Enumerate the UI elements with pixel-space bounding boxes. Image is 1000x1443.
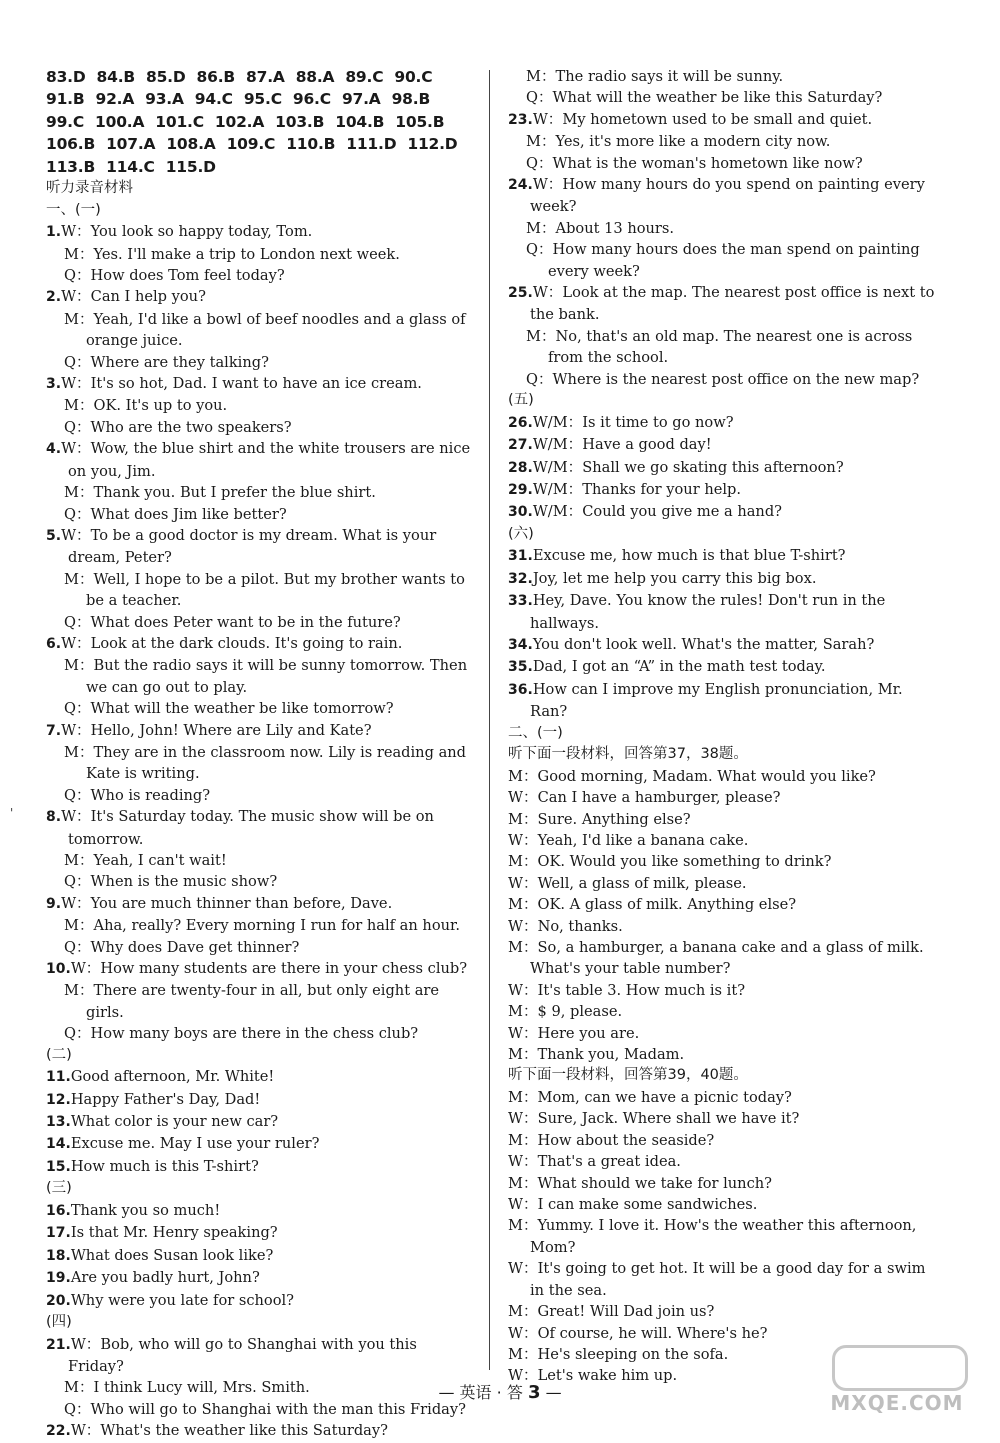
section-heading: 听下面一段材料，回答第37，38题。 [508, 746, 748, 763]
item-text: W/M：Shall we go skating this afternoon? [532, 458, 844, 476]
item-number: 17. [46, 1225, 71, 1242]
answer-item: 87.A [246, 68, 285, 86]
section-heading: 一、(一) [46, 201, 101, 218]
answer-item: 97.A [341, 90, 381, 109]
section-heading: 听力录音材料 [46, 180, 133, 197]
item-number: 30. [508, 504, 533, 521]
item-text: How can I improve my English pronunciation, Mr. Ran? [530, 680, 903, 721]
dialogue-line: Q：Where is the nearest post office on the new map? [526, 370, 920, 388]
column-divider [489, 70, 490, 1370]
dialogue-line: M：Thank you, Madam. [508, 1046, 685, 1064]
answer-item: 110.B [286, 135, 336, 154]
item-number: 31. [508, 548, 533, 565]
answer-item: 84.B [96, 68, 136, 86]
item-number: 33. [508, 593, 533, 610]
dialogue-line: W：Well, a glass of milk, please. [508, 874, 747, 892]
dialogue-line: Q：What does Peter want to be in the future? [64, 613, 401, 631]
transcript-item [46, 1089, 474, 1111]
dialogue-line: W：That's a great idea. [508, 1153, 681, 1171]
dialogue-line: M：What should we take for lunch? [508, 1174, 772, 1192]
answer-row [46, 111, 474, 133]
transcript-item [46, 1290, 474, 1312]
dialogue-line: Q：What will the weather be like this Saturday? [526, 89, 883, 107]
item-number: 16. [46, 1202, 71, 1219]
dialogue-line: M：Thank you. But I prefer the blue shirt. [64, 484, 376, 502]
item-text: W：You are much thinner than before, Dave. [61, 894, 393, 912]
transcript-item [508, 545, 936, 567]
transcript-item [46, 438, 474, 482]
dialogue-line: W：Sure, Jack. Where shall we have it? [508, 1110, 800, 1128]
transcript-item [508, 479, 936, 501]
item-number: 20. [46, 1292, 71, 1309]
section-heading: (三) [46, 1180, 72, 1197]
answer-item: 113.B [46, 157, 96, 176]
answer-item: 93.A [145, 90, 184, 109]
answer-item: 101.C [155, 112, 204, 131]
item-number: 24. [508, 177, 533, 194]
dialogue-line: M：Sure. Anything else? [508, 810, 691, 828]
answer-item: 108.A [166, 135, 216, 154]
item-number: 34. [508, 636, 533, 653]
item-text: W：What's the weather like this Saturday? [70, 1422, 388, 1440]
transcript-item [508, 412, 936, 434]
dialogue-line: W：Can I have a hamburger, please? [508, 789, 781, 807]
answer-row [46, 156, 474, 178]
item-text: W：It's so hot, Dad. I want to have an ice cream. [61, 375, 422, 393]
item-text: Joy, let me help you carry this big box. [532, 569, 817, 587]
item-number: 14. [46, 1136, 71, 1153]
dialogue-line: M：The radio says it will be sunny. [526, 68, 784, 85]
footer-dash-left: — [438, 1383, 455, 1402]
dialogue-line: M：Yummy. I love it. How's the weather this afternoon, Mom? [508, 1217, 917, 1256]
transcript-item [508, 679, 936, 723]
watermark-logo [812, 1345, 982, 1415]
dialogue-line: M：There are twenty-four in all, but only eight are girls. [64, 982, 440, 1021]
section-heading: (四) [46, 1313, 72, 1330]
item-number: 4. [46, 441, 62, 458]
dialogue-line: M：Well, I hope to be a pilot. But my brother wants to be a teacher. [64, 570, 465, 610]
item-text: Are you badly hurt, John? [70, 1269, 260, 1287]
page-number: 3 [527, 1382, 541, 1403]
item-text: W/M：Is it time to go now? [532, 413, 734, 431]
answer-item: 100.A [95, 112, 145, 131]
answer-item: 103.B [275, 112, 325, 131]
left-transcript [46, 178, 474, 1443]
transcript-item [46, 373, 474, 395]
transcript-item [46, 1222, 474, 1244]
dialogue-line: M：Great! Will Dad join us? [508, 1303, 715, 1321]
dialogue-line: Q：How many boys are there in the chess club? [64, 1025, 419, 1043]
transcript-item [46, 1111, 474, 1133]
transcript-item [508, 590, 936, 634]
item-number: 13. [46, 1114, 71, 1131]
item-text: W/M：Have a good day! [532, 436, 712, 454]
transcript-item [508, 501, 936, 523]
footer-subject: 英语 [459, 1383, 492, 1402]
dialogue-line: M：OK. Would you like something to drink? [508, 853, 832, 871]
section-heading: (二) [46, 1046, 72, 1063]
dialogue-line: M：No, that's an old map. The nearest one is across from the school. [526, 327, 913, 367]
transcript-item [46, 1245, 474, 1267]
item-number: 19. [46, 1270, 71, 1287]
transcript-item [46, 1267, 474, 1289]
dialogue-line: M：They are in the classroom now. Lily is reading and Kate is writing. [64, 743, 467, 783]
item-text: Hey, Dave. You know the rules! Don't run in the hallways. [530, 592, 886, 632]
item-number: 6. [46, 635, 62, 652]
answer-item: 86.B [196, 68, 236, 86]
item-number: 11. [46, 1069, 71, 1086]
dialogue-line: W：No, thanks. [508, 917, 623, 935]
transcript-item [508, 457, 936, 479]
footer-sep: · [496, 1383, 502, 1402]
item-text: W：Look at the dark clouds. It's going to rain. [61, 634, 403, 652]
item-text: W：Hello, John! Where are Lily and Kate? [61, 721, 372, 739]
item-text: W：It's Saturday today. The music show will be on tomorrow. [61, 808, 434, 848]
transcript-item [46, 958, 474, 980]
transcript-item [508, 634, 936, 656]
section-heading: (六) [508, 525, 534, 542]
dialogue-line: M：OK. It's up to you. [64, 397, 228, 415]
dialogue-line: M：How about the seaside? [508, 1131, 715, 1149]
item-text: Good afternoon, Mr. White! [70, 1068, 275, 1086]
item-number: 28. [508, 459, 533, 476]
answer-item: 111.D [346, 135, 397, 154]
transcript-item [46, 1133, 474, 1155]
answer-item: 114.C [106, 157, 155, 176]
item-text: Excuse me, how much is that blue T-shirt? [532, 547, 846, 565]
dialogue-line: Q：How many hours does the man spend on painting every week? [526, 241, 920, 280]
dialogue-line: M：OK. A glass of milk. Anything else? [508, 896, 797, 914]
section-heading: 二、(一) [508, 724, 563, 741]
item-text: W/M：Could you give me a hand? [532, 503, 782, 521]
dialogue-line: W：I can make some sandwiches. [508, 1196, 758, 1214]
left-column [46, 66, 474, 1443]
answer-item: 102.A [214, 112, 265, 131]
item-number: 26. [508, 414, 533, 431]
transcript-item [508, 656, 936, 678]
dialogue-line: Q：Who will go to Shanghai with the man this Friday? [64, 1400, 466, 1418]
answer-item: 115.D [165, 157, 216, 176]
dialogue-line: M：Yes. I'll make a trip to London next week. [64, 245, 400, 263]
item-text: W：How many students are there in your chess club? [70, 960, 468, 978]
answer-item: 88.A [295, 68, 335, 86]
answer-row [46, 88, 474, 110]
transcript-item [508, 109, 936, 131]
item-text: W：Can I help you? [61, 288, 206, 306]
transcript-item [508, 174, 936, 218]
item-text: W：Look at the map. The nearest post office is next to the bank. [530, 284, 935, 324]
margin-mark: ' [10, 806, 14, 820]
item-number: 35. [508, 659, 533, 676]
section-heading: (五) [508, 392, 534, 409]
transcript-item [46, 1156, 474, 1178]
transcript-item [46, 633, 474, 655]
dialogue-line: W：Of course, he will. Where's he? [508, 1324, 768, 1342]
item-text: Dad, I got an “A” in the math test today. [532, 658, 826, 676]
dialogue-line: Q：Where are they talking? [64, 353, 269, 371]
dialogue-line: W：It's table 3. How much is it? [508, 981, 746, 999]
watermark-badge-icon [832, 1345, 968, 1391]
item-number: 1. [46, 224, 62, 241]
item-text: How much is this T-shirt? [70, 1157, 259, 1175]
item-text: W：You look so happy today, Tom. [61, 223, 313, 241]
item-text: Is that Mr. Henry speaking? [70, 1224, 278, 1242]
item-number: 23. [508, 111, 533, 128]
answer-item: 112.D [407, 135, 458, 154]
transcript-item [46, 720, 474, 742]
transcript-item [508, 568, 936, 590]
item-number: 27. [508, 437, 533, 454]
answer-item: 90.C [394, 68, 433, 86]
watermark-url: MXQE.COM [830, 1391, 964, 1415]
dialogue-line: M：Aha, really? Every morning I run for half an hour. [64, 917, 461, 935]
dialogue-line: Q：What is the woman's hometown like now? [526, 154, 863, 172]
answer-item: 83.D [46, 68, 86, 86]
item-number: 18. [46, 1247, 71, 1264]
item-text: Excuse me. May I use your ruler? [70, 1135, 320, 1153]
answer-item: 89.C [345, 68, 384, 86]
transcript-item [46, 1420, 474, 1442]
transcript-item [46, 221, 474, 243]
transcript-item [46, 1334, 474, 1378]
item-number: 32. [508, 570, 533, 587]
item-number: 3. [46, 376, 62, 393]
dialogue-line: M：Mom, can we have a picnic today? [508, 1089, 792, 1107]
dialogue-line: Q：Who are the two speakers? [64, 418, 292, 436]
answer-item: 92.A [95, 90, 135, 109]
transcript-item [46, 525, 474, 569]
answer-key [46, 66, 474, 178]
item-text: Thank you so much! [70, 1201, 221, 1219]
item-number: 8. [46, 809, 62, 826]
dialogue-line: M：Yeah, I can't wait! [64, 852, 227, 869]
item-number: 21. [46, 1336, 71, 1353]
right-column [508, 66, 936, 1387]
dialogue-line: Q：What will the weather be like tomorrow? [64, 700, 394, 718]
right-transcript [508, 66, 936, 1387]
dialogue-line: M：He's sleeping on the sofa. [508, 1345, 729, 1363]
item-number: 10. [46, 961, 71, 978]
item-text: What color is your new car? [70, 1113, 279, 1131]
transcript-item [46, 893, 474, 915]
item-number: 15. [46, 1158, 71, 1175]
section-heading: 听下面一段材料，回答第39，40题。 [508, 1067, 748, 1084]
item-text: W：Bob, who will go to Shanghai with you this Friday? [68, 1335, 417, 1375]
dialogue-line: M：$ 9, please. [508, 1003, 623, 1021]
dialogue-line: W：It's going to get hot. It will be a good day for a swim in the sea. [508, 1260, 926, 1299]
answer-row [46, 133, 474, 155]
item-number: 36. [508, 681, 533, 698]
item-text: Why were you late for school? [70, 1291, 294, 1309]
answer-row [46, 66, 474, 88]
answer-item: 95.C [243, 90, 282, 109]
answer-item: 106.B [46, 135, 96, 154]
dialogue-line: M：I think Lucy will, Mrs. Smith. [64, 1379, 310, 1397]
dialogue-line: Q：Who is reading? [64, 786, 211, 804]
dialogue-line: M：About 13 hours. [526, 219, 675, 237]
dialogue-line: W：Here you are. [508, 1024, 640, 1042]
transcript-item [46, 806, 474, 850]
answer-item: 98.B [391, 90, 431, 109]
answer-item: 94.C [194, 90, 233, 109]
item-number: 22. [46, 1423, 71, 1440]
item-text: W：My hometown used to be small and quiet. [532, 110, 873, 128]
dialogue-line: Q：What does Jim like better? [64, 505, 287, 523]
dialogue-line: Q：When is the music show? [64, 873, 278, 891]
transcript-item [46, 1200, 474, 1222]
dialogue-line: Q：Why does Dave get thinner? [64, 938, 300, 956]
dialogue-line: Q：How does Tom feel today? [64, 267, 285, 285]
item-number: 2. [46, 289, 62, 306]
transcript-item [46, 1066, 474, 1088]
dialogue-line: M：But the radio says it will be sunny tomorrow. Then we can go out to play. [64, 657, 468, 696]
answer-item: 107.A [106, 135, 156, 154]
item-number: 9. [46, 895, 62, 912]
item-text: Happy Father's Day, Dad! [70, 1090, 261, 1108]
item-text: W：How many hours do you spend on painting every week? [530, 176, 925, 216]
answer-item: 99.C [46, 112, 85, 131]
item-number: 7. [46, 722, 62, 739]
dialogue-line: M：Yes, it's more like a modern city now. [526, 133, 831, 151]
answer-item: 85.D [146, 68, 186, 86]
transcript-item [46, 286, 474, 308]
dialogue-line: W：Yeah, I'd like a banana cake. [508, 831, 749, 849]
item-text: W：To be a good doctor is my dream. What is your dream, Peter? [61, 526, 437, 567]
item-text: W：Wow, the blue shirt and the white trousers are nice on you, Jim. [61, 440, 471, 480]
transcript-item [508, 434, 936, 456]
transcript-item [508, 282, 936, 326]
item-number: 25. [508, 285, 533, 302]
answer-item: 91.B [46, 90, 85, 109]
item-text: W/M：Thanks for your help. [532, 480, 742, 498]
dialogue-line: M：So, a hamburger, a banana cake and a glass of milk. What's your table number? [508, 939, 924, 978]
dialogue-line: M：Yeah, I'd like a bowl of beef noodles and a glass of orange juice. [64, 310, 466, 350]
answer-item: 105.B [395, 112, 445, 131]
item-number: 29. [508, 481, 533, 498]
item-number: 12. [46, 1091, 71, 1108]
footer-dash-right: — [545, 1383, 562, 1402]
item-text: You don't look well. What's the matter, Sarah? [532, 635, 875, 653]
item-text: What does Susan look like? [70, 1246, 274, 1264]
dialogue-line: M：Good morning, Madam. What would you like? [508, 767, 876, 785]
dialogue-line: W：Let's wake him up. [508, 1367, 678, 1385]
item-number: 5. [46, 527, 62, 544]
footer-label: 答 [506, 1383, 523, 1402]
answer-item: 96.C [292, 90, 331, 109]
answer-item: 104.B [335, 112, 385, 131]
answer-item: 109.C [226, 135, 276, 154]
